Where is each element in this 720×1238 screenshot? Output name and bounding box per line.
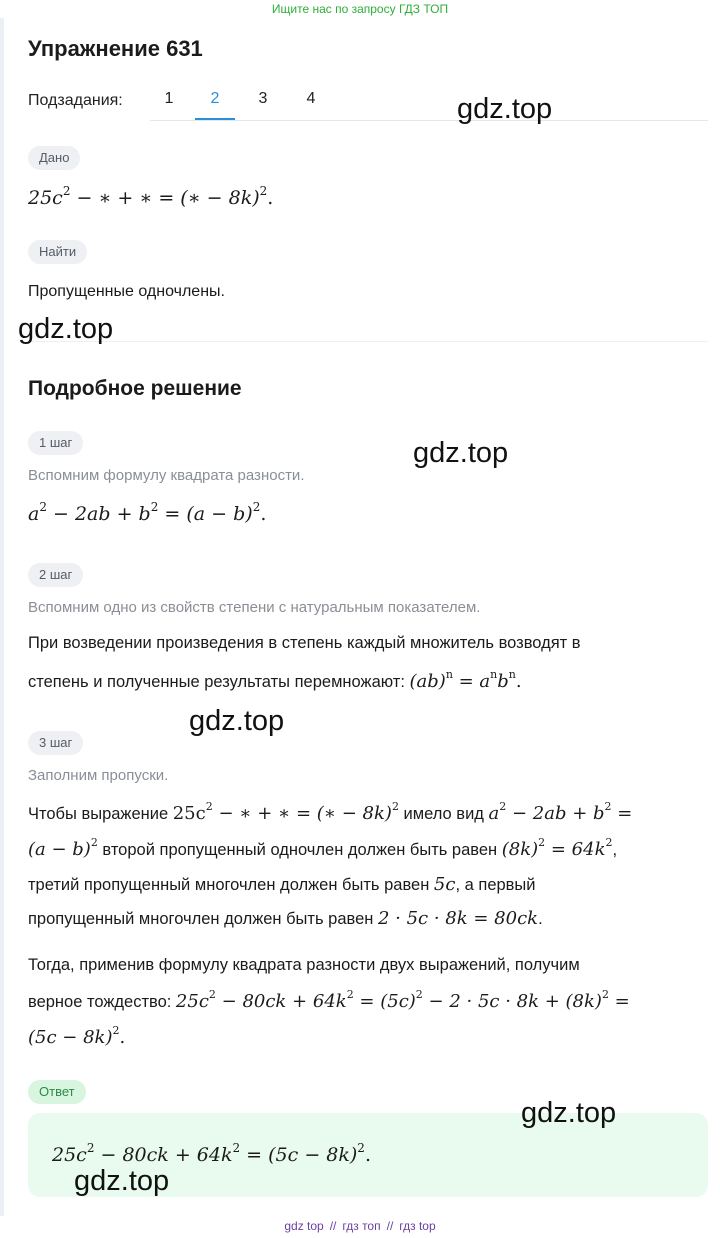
step1-pill: 1 шаг — [28, 431, 83, 455]
step3-line-2: $(a - b)^2$ второй пропущенный одночлен должен быть равен $(8k)^2 = 64k^2$, — [28, 836, 618, 860]
step3-line-7: $(5c - 8k)^2$. — [28, 1024, 126, 1048]
step2-line-1: При возведении произведения в степень каждый множитель возводят в — [28, 634, 581, 652]
tab-subtask-3[interactable]: 3 — [258, 90, 268, 107]
given-pill: Дано — [28, 146, 80, 170]
find-pill: Найти — [28, 240, 87, 264]
page-title: Упражнение 631 — [28, 36, 203, 61]
footer-links — [0, 1218, 720, 1234]
subtasks-label: Подзадания: — [28, 92, 123, 109]
footer-separator: // — [329, 1219, 337, 1233]
watermark: gdz.top — [457, 93, 553, 125]
watermark: gdz.top — [18, 313, 114, 345]
step2-pill: 2 шаг — [28, 563, 83, 587]
footer-separator: // — [386, 1219, 394, 1233]
footer-link-1[interactable]: gdz top — [284, 1219, 324, 1233]
active-tab-indicator — [195, 118, 235, 120]
watermark: gdz.top — [74, 1165, 170, 1197]
watermark: gdz.top — [189, 705, 285, 737]
step3-line-6: верное тождество: $25c^2 - 80ck + 64k^2 = (5c)^2 - 2 \cdot 5c \cdot 8k + (8k)^2$ = — [28, 988, 630, 1012]
find-text: Пропущенные одночлены. — [28, 283, 225, 300]
tab-subtask-2[interactable]: 2 — [210, 90, 220, 107]
footer-link-2[interactable]: гдз топ — [342, 1219, 381, 1233]
tab-subtask-1[interactable]: 1 — [164, 90, 174, 107]
tab-subtask-4[interactable]: 4 — [306, 90, 316, 107]
answer-pill: Ответ — [28, 1080, 86, 1104]
step2-line-2: степень и полученные результаты перемножают: $(ab)^n = a^nb^n$. — [28, 668, 522, 692]
subtasks-nav — [28, 88, 708, 124]
section-divider — [28, 341, 708, 342]
answer-formula: $25c^2 - 80ck + 64k^2 = (5c - 8k)^2$. — [52, 1141, 371, 1166]
step1-hint: Вспомним формулу квадрата разности. — [28, 467, 305, 484]
subtasks-divider — [150, 120, 708, 121]
left-border — [0, 18, 4, 1216]
step3-hint: Заполним пропуски. — [28, 767, 169, 784]
watermark: gdz.top — [521, 1097, 617, 1129]
step2-hint: Вспомним одно из свойств степени с натуральным показателем. — [28, 599, 481, 616]
step3-line-1: Чтобы выражение $25c^2$ − ∗ + ∗ = (∗ − 8k)$^2$ имело вид $a^2 - 2ab + b^2$ = — [28, 800, 633, 824]
step1-formula: $a^2 - 2ab + b^2 = (a - b)^2$. — [28, 500, 267, 525]
footer-link-3[interactable]: гдз top — [399, 1219, 436, 1233]
step3-line-4: пропущенный многочлен должен быть равен 2 · 5c · 8k = 80ck. — [28, 908, 543, 929]
step3-line-3: третий пропущенный многочлен должен быть равен 5c, а первый — [28, 874, 536, 895]
watermark: gdz.top — [413, 437, 509, 469]
top-banner[interactable]: Ищите нас по запросу ГДЗ ТОП — [271, 2, 449, 16]
step3-pill: 3 шаг — [28, 731, 83, 755]
given-formula: $25c^2$ − ∗ + ∗ = (∗ − 8k)$^2$. — [28, 184, 274, 209]
step3-line-5: Тогда, применив формулу квадрата разности двух выражений, получим — [28, 956, 580, 974]
solution-title: Подробное решение — [28, 377, 242, 400]
